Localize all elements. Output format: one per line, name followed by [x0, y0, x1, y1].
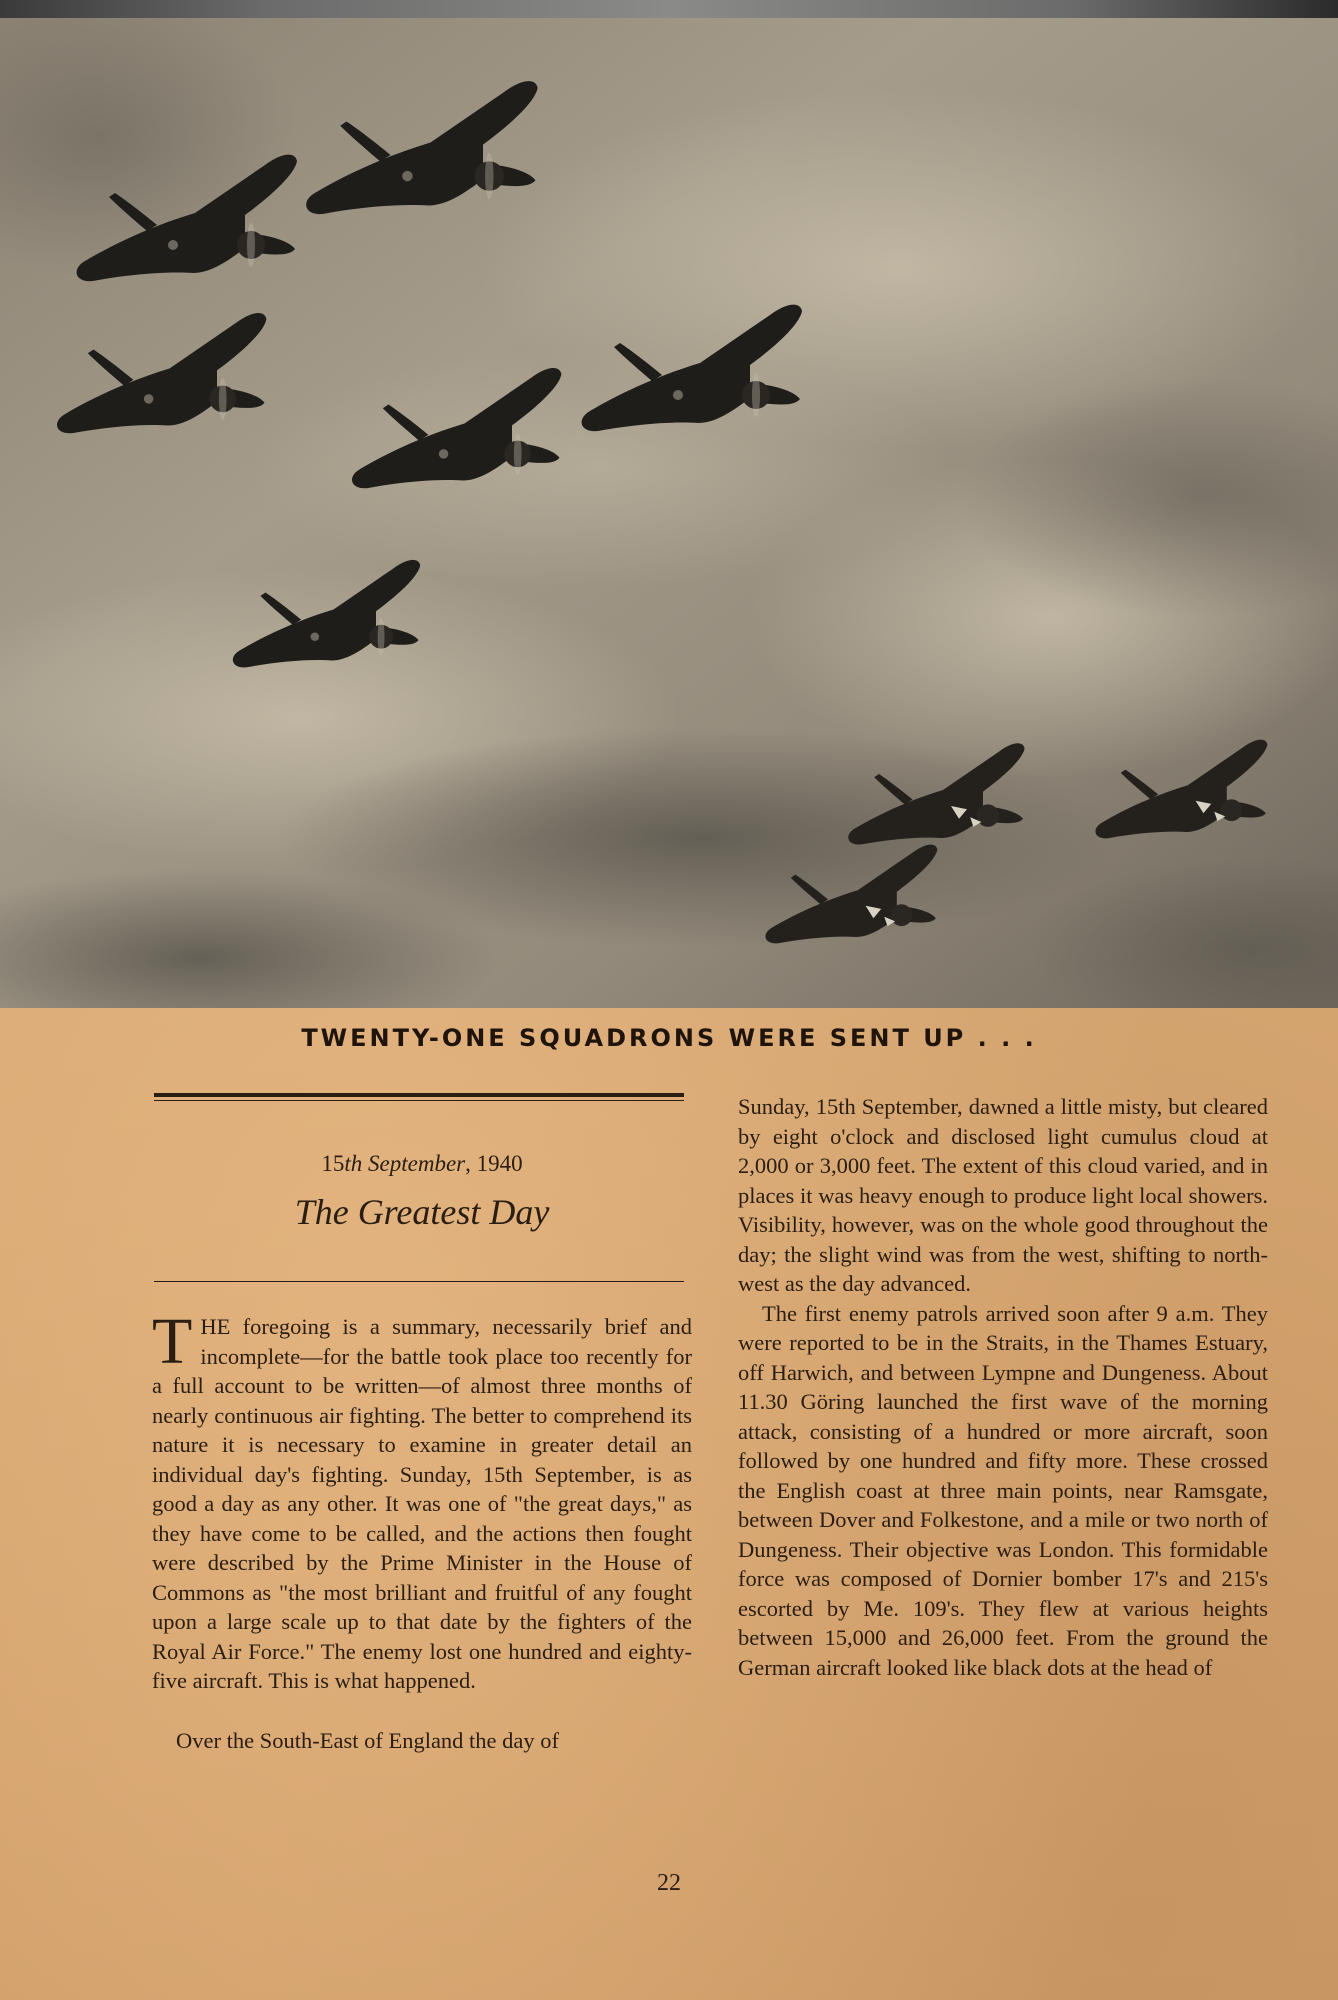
left-paragraph-2: Over the South-East of England the day of [176, 1727, 560, 1753]
photo-caption: TWENTY-ONE SQUADRONS WERE SENT UP . . . [301, 1024, 1037, 1052]
article-date: 15th September, 1940 [321, 1151, 523, 1176]
right-paragraph-1: Sunday, 15th September, dawned a little misty, but cleared by eight o'clock and disclosed light cumulus cloud at 2,000 or 3,000 feet. The extent of this cloud varied, and in places it was heavy enough to produce light local showers. Visibility, however, was on the whole good throughout the day; the slight wind was from the west, shifting to north-west as the day advanced. [738, 1094, 1268, 1296]
right-paragraph-2: The first enemy patrols arrived soon after 9 a.m. They were reported to be in the Straits, in the Thames Estuary, off Harwich, and between Lympne and Dungeness. About 11.30 Göring launched the first wave of the morning attack, consisting of a hundred or more aircraft, soon followed by one hundred and fifty more. These crossed the English coast at three main points, near Ramsgate, between Dover and Folkestone, and a mile or two north of Dungeness. Their objective was London. This formidable force was composed of Dornier bomber 17's and 215's escorted by Me. 109's. They flew at various heights between 15,000 and 26,000 feet. From the ground the German aircraft looked like black dots at the head of [738, 1300, 1268, 1680]
date-day: 15 [321, 1151, 345, 1176]
date-year: 1940 [476, 1151, 523, 1176]
date-suffix: th [344, 1151, 363, 1176]
page-number: 22 [657, 1870, 681, 1896]
right-column [738, 1092, 1268, 1682]
left-column [152, 1093, 692, 1755]
left-paragraph-1 [152, 1305, 692, 1696]
aircraft-formation-photo [0, 18, 1338, 1008]
double-rule [154, 1093, 684, 1101]
left-paragraph-1-text: HE foregoing is a summary, necessarily brief and incomplete—for the battle took place too recently for a full account to be written—of almost three months of nearly continuous air fighting. The better to comprehend its nature it is necessary to examine in greater detail an individual day's fighting. Sunday, 15th September, is as good a day as any other. It was one of "the great days," as they have come to be called, and the actions then fought were described by the Prime Minister in the House of Commons as "the most brilliant and fruitful of any fought upon a large scale up to that date by the fighters of the Royal Air Force." The enemy lost one hundred and eighty-five aircraft. This is what happened. [152, 1314, 692, 1693]
date-month: September [368, 1151, 466, 1176]
drop-cap: T [152, 1305, 193, 1378]
single-rule [154, 1281, 684, 1282]
article-title: The Greatest Day [294, 1192, 550, 1232]
